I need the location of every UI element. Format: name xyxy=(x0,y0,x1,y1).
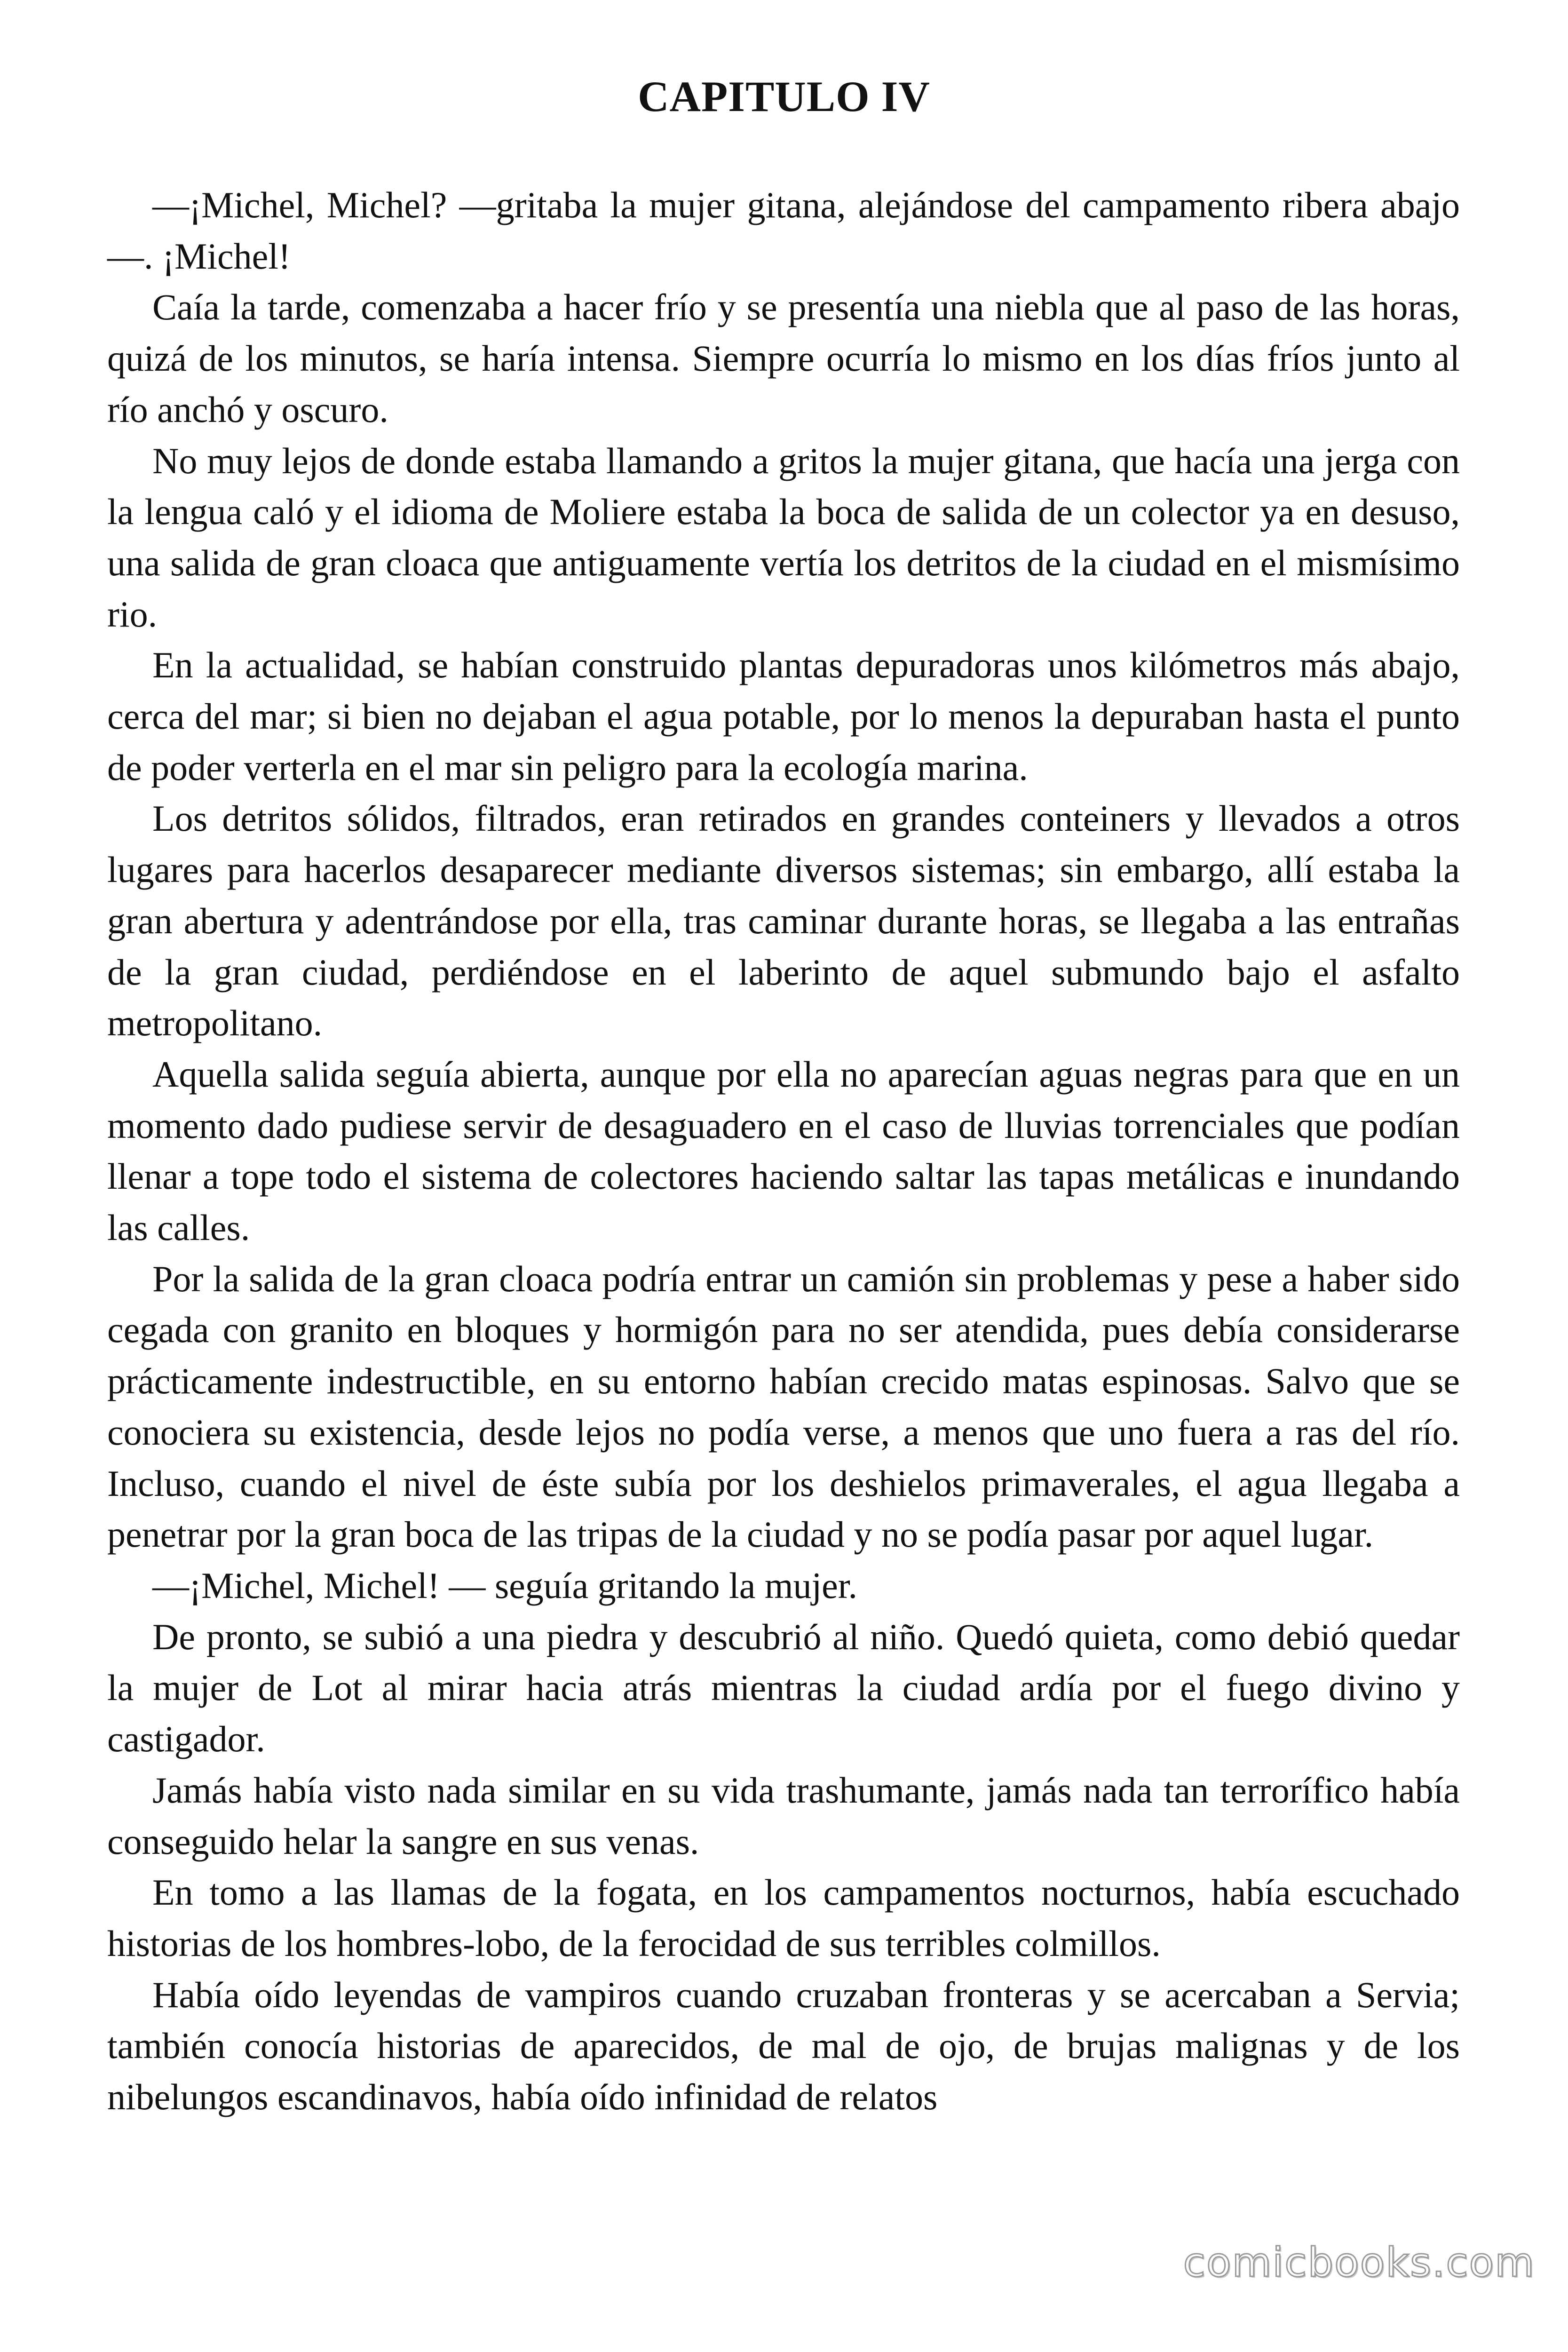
paragraph: Jamás había visto nada similar en su vida trashumante, jamás nada tan terrorífico había conseguido helar la sangre en sus venas. xyxy=(107,1769,1460,1862)
paragraph: De pronto, se subió a una piedra y descubrió al niño. Quedó quieta, como debió quedar la mujer de Lot al mirar hacia atrás mientras la ciudad ardía por el fuego divino y castigador. xyxy=(107,1616,1460,1760)
paragraph: No muy lejos de donde estaba llamando a gritos la mujer gitana, que hacía una jerga con la lengua caló y el idioma de Moliere estaba la boca de salida de un colector ya en desuso, una salida de gran cloaca que antiguamente vertía los detritos de la ciudad en el mismísimo rio. xyxy=(107,440,1460,635)
text-body xyxy=(107,180,1460,2123)
paragraph: Había oído leyendas de vampiros cuando cruzaban fronteras y se acercaban a Servia; también conocía historias de aparecidos, de mal de ojo, de brujas malignas y de los nibelungos escandinavos, había oído infinidad de relatos xyxy=(107,1974,1460,2118)
paragraph: Aquella salida seguía abierta, aunque por ella no aparecían aguas negras para que en un momento dado pudiese servir de desaguadero en el caso de lluvias torrenciales que podían llenar a tope todo el sistema de colectores haciendo saltar las tapas metálicas e inundando las calles. xyxy=(107,1053,1460,1248)
chapter-title: CAPITULO IV xyxy=(638,72,930,120)
paragraph: Los detritos sólidos, filtrados, eran retirados en grandes conteiners y llevados a otros lugares para hacerlos desaparecer mediante diversos sistemas; sin embargo, allí estaba la gran abertura y adentrándose por ella, tras caminar durante horas, se llegaba a las entrañas de la gran ciudad, perdiéndose en el laberinto de aquel submundo bajo el asfalto metropolitano. xyxy=(107,798,1460,1044)
paragraph: Por la salida de la gran cloaca podría entrar un camión sin problemas y pese a haber sido cegada con granito en bloques y hormigón para no ser atendida, pues debía considerarse prácticamente indestructible, en su entorno habían crecido matas espinosas. Salvo que se conociera su existencia, desde lejos no podía verse, a menos que uno fuera a ras del río. Incluso, cuando el nivel de éste subía por los deshielos primaverales, el agua llegaba a penetrar por la gran boca de las tripas de la ciudad y no se podía pasar por aquel lugar. xyxy=(107,1258,1460,1555)
paragraph: Caía la tarde, comenzaba a hacer frío y se presentía una niebla que al paso de las horas, quizá de los minutos, se haría intensa. Siempre ocurría lo mismo en los días fríos junto al río anchó y oscuro. xyxy=(107,286,1460,430)
paragraph: —¡Michel, Michel! — seguía gritando la mujer. xyxy=(152,1565,857,1606)
paragraph: En tomo a las llamas de la fogata, en los campamentos nocturnos, había escuchado historias de los hombres-lobo, de la ferocidad de sus terribles colmillos. xyxy=(107,1872,1460,1964)
paragraph: —¡Michel, Michel? —gritaba la mujer gitana, alejándose del campamento ribera abajo—. ¡Michel! xyxy=(107,184,1460,277)
watermark: comicbooks.com xyxy=(1179,2239,1540,2286)
paragraph: En la actualidad, se habían construido plantas depuradoras unos kilómetros más abajo, cerca del mar; si bien no dejaban el agua potable, por lo menos la depuraban hasta el punto de poder verterla en el mar sin peligro para la ecología marina. xyxy=(107,644,1460,788)
